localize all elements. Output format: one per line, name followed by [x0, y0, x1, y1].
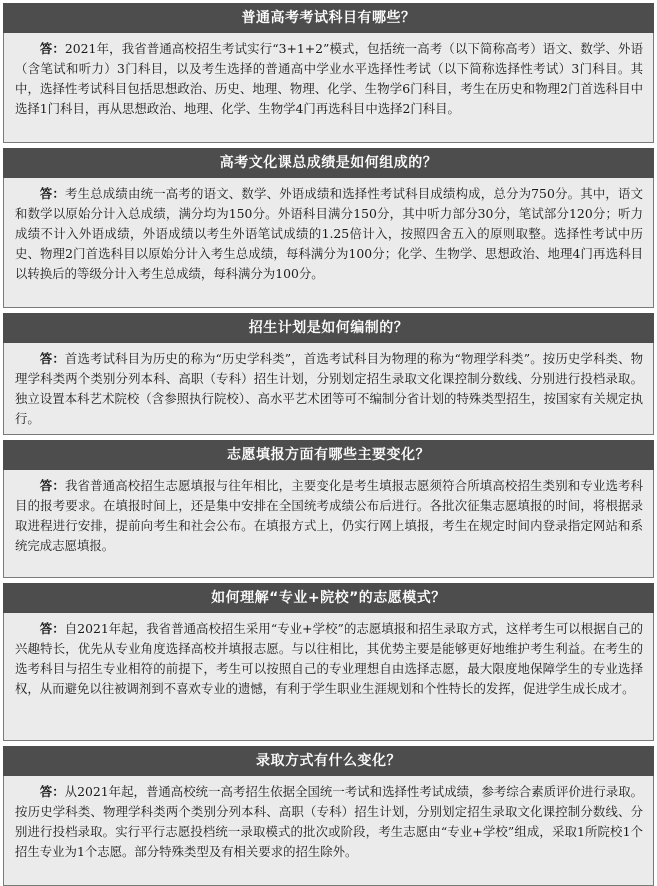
- answer-body: 答：2021年，我省普通高校招生考试实行“3+1+2”模式，包括统一高考（以下简称高考）语文、数学、外语（含笔试和听力）3门科目，以及考生选择的普通高中学业水平选择性考试（以下简称选择性考试）3门科目。其中，选择性考试科目包括思想政治、历史、地理、物理、化学、生物学6门科目，考生在历史和物理2门首选科目中选择1门科目，再从思想政治、地理、化学、生物学4门再选科目中选择2门科目。: [3, 33, 654, 143]
- section-title: 如何理解“专业+院校”的志愿模式？: [3, 583, 654, 613]
- answer-body: 答：从2021年起，普通高校统一高考招生依据全国统一考试和选择性考试成绩，参考综合素质评价进行录取。按历史学科类、物理学科类两个类别分列本科、高职（专科）招生计划，分别划定招生录取文化课控制分数线、分别进行投档录取。实行平行志愿投档统一录取模式的批次或阶段，考生志愿由“专业+学校”组成，采取1所院校1个招生专业为1个志愿。部分特殊类型及有相关要求的招生除外。: [3, 776, 654, 886]
- answer-label: 答: [39, 186, 53, 201]
- answer-label: 答: [39, 784, 53, 799]
- qa-section-application-changes: [3, 440, 654, 578]
- section-title: 招生计划是如何编制的？: [3, 313, 654, 343]
- section-title: 录取方式有什么变化？: [3, 746, 654, 776]
- qa-section-major-plus-school: [3, 583, 654, 741]
- answer-body: 答：我省普通高校招生志愿填报与往年相比，主要变化是考生填报志愿须符合所填高校招生类别和专业选考科目的报考要求。在填报时间上，还是集中安排在全国统考成绩公布后进行。各批次征集志愿填报的时间，将根据录取进程进行安排，提前向考生和社会公布。在填报方式上，仍实行网上填报，考生在规定时间内登录指定网站和系统完成志愿填报。: [3, 470, 654, 578]
- answer-text: 2021年，我省普通高校招生考试实行“3+1+2”模式，包括统一高考（以下简称高考）语文、数学、外语（含笔试和听力）3门科目，以及考生选择的普通高中学业水平选择性考试（以下简称选择性考试）3门科目。其中，选择性考试科目包括思想政治、历史、地理、物理、化学、生物学6门科目，考生在历史和物理2门首选科目中选择1门科目，再从思想政治、地理、化学、生物学4门再选科目中选择2门科目。: [15, 41, 643, 116]
- answer-text: 首选考试科目为历史的称为“历史学科类”，首选考试科目为物理的称为“物理学科类”。按历史学科类、物理学科类两个类别分列本科、高职（专科）招生计划，分别划定招生录取文化课控制分数线、分别进行投档录取。独立设置本科艺术院校（含参照执行院校）、高水平艺术团等可不编制分省计划的特殊类型招生，按国家有关规定执行。: [15, 351, 644, 426]
- answer-body: 答：考生总成绩由统一高考的语文、数学、外语成绩和选择性考试科目成绩构成，总分为750分。其中，语文和数学以原始分计入总成绩，满分均为150分。外语科目满分150分，其中听力部分30分，笔试部分120分；听力成绩不计入外语成绩，外语成绩以考生外语笔试成绩的1.25倍计入，按照四舍五入的原则取整。选择性考试中历史、物理2门首选科目以原始分计入考生总成绩，每科满分为100分；化学、生物学、思想政治、地理4门再选科目以转换后的等级分计入考生总成绩，每科满分为100分。: [3, 178, 654, 308]
- answer-label: 答: [39, 478, 53, 493]
- answer-label: 答: [39, 351, 53, 366]
- qa-page: [3, 3, 654, 886]
- section-title: 普通高考考试科目有哪些？: [3, 3, 654, 33]
- section-title: 志愿填报方面有哪些主要变化？: [3, 440, 654, 470]
- answer-text: 考生总成绩由统一高考的语文、数学、外语成绩和选择性考试科目成绩构成，总分为750分。其中，语文和数学以原始分计入总成绩，满分均为150分。外语科目满分150分，其中听力部分30分，笔试部分120分；听力成绩不计入外语成绩，外语成绩以考生外语笔试成绩的1.25倍计入，按照四舍五入的原则取整。选择性考试中历史、物理2门首选科目以原始分计入考生总成绩，每科满分为100分；化学、生物学、思想政治、地理4门再选科目以转换后的等级分计入考生总成绩，每科满分为100分。: [15, 186, 644, 281]
- answer-label: 答: [39, 41, 53, 56]
- section-title: 高考文化课总成绩是如何组成的？: [3, 148, 654, 178]
- qa-section-admission-method: [3, 746, 654, 886]
- answer-label: 答: [39, 621, 53, 636]
- answer-text: 从2021年起，普通高校统一高考招生依据全国统一考试和选择性考试成绩，参考综合素质评价进行录取。按历史学科类、物理学科类两个类别分列本科、高职（专科）招生计划，分别划定招生录取文化课控制分数线、分别进行投档录取。实行平行志愿投档统一录取模式的批次或阶段，考生志愿由“专业+学校”组成，采取1所院校1个招生专业为1个志愿。部分特殊类型及有相关要求的招生除外。: [15, 784, 644, 859]
- qa-section-enrollment-plan: [3, 313, 654, 435]
- qa-section-exam-subjects: [3, 3, 654, 143]
- answer-body: 答：自2021年起，我省普通高校招生采用“专业+学校”的志愿填报和招生录取方式，这样考生可以根据自己的兴趣特长，优先从专业角度选择高校并填报志愿。与以往相比，其优势主要是能够更好地维护考生利益。在考生的选考科目与招生专业相符的前提下，考生可以按照自己的专业理想自由选择志愿，最大限度地保障学生的专业选择权，从而避免以往被调剂到不喜欢专业的遗憾，有利于学生职业生涯规划和个性特长的发挥，促进学生成长成才。: [3, 613, 654, 741]
- answer-text: 我省普通高校招生志愿填报与往年相比，主要变化是考生填报志愿须符合所填高校招生类别和专业选考科目的报考要求。在填报时间上，还是集中安排在全国统考成绩公布后进行。各批次征集志愿填报的时间，将根据录取进程进行安排，提前向考生和社会公布。在填报方式上，仍实行网上填报，考生在规定时间内登录指定网站和系统完成志愿填报。: [15, 478, 644, 553]
- qa-section-total-score: [3, 148, 654, 308]
- answer-body: 答：首选考试科目为历史的称为“历史学科类”，首选考试科目为物理的称为“物理学科类”。按历史学科类、物理学科类两个类别分列本科、高职（专科）招生计划，分别划定招生录取文化课控制分数线、分别进行投档录取。独立设置本科艺术院校（含参照执行院校）、高水平艺术团等可不编制分省计划的特殊类型招生，按国家有关规定执行。: [3, 343, 654, 435]
- answer-text: 自2021年起，我省普通高校招生采用“专业+学校”的志愿填报和招生录取方式，这样考生可以根据自己的兴趣特长，优先从专业角度选择高校并填报志愿。与以往相比，其优势主要是能够更好地维护考生利益。在考生的选考科目与招生专业相符的前提下，考生可以按照自己的专业理想自由选择志愿，最大限度地保障学生的专业选择权，从而避免以往被调剂到不喜欢专业的遗憾，有利于学生职业生涯规划和个性特长的发挥，促进学生成长成才。: [15, 621, 644, 696]
